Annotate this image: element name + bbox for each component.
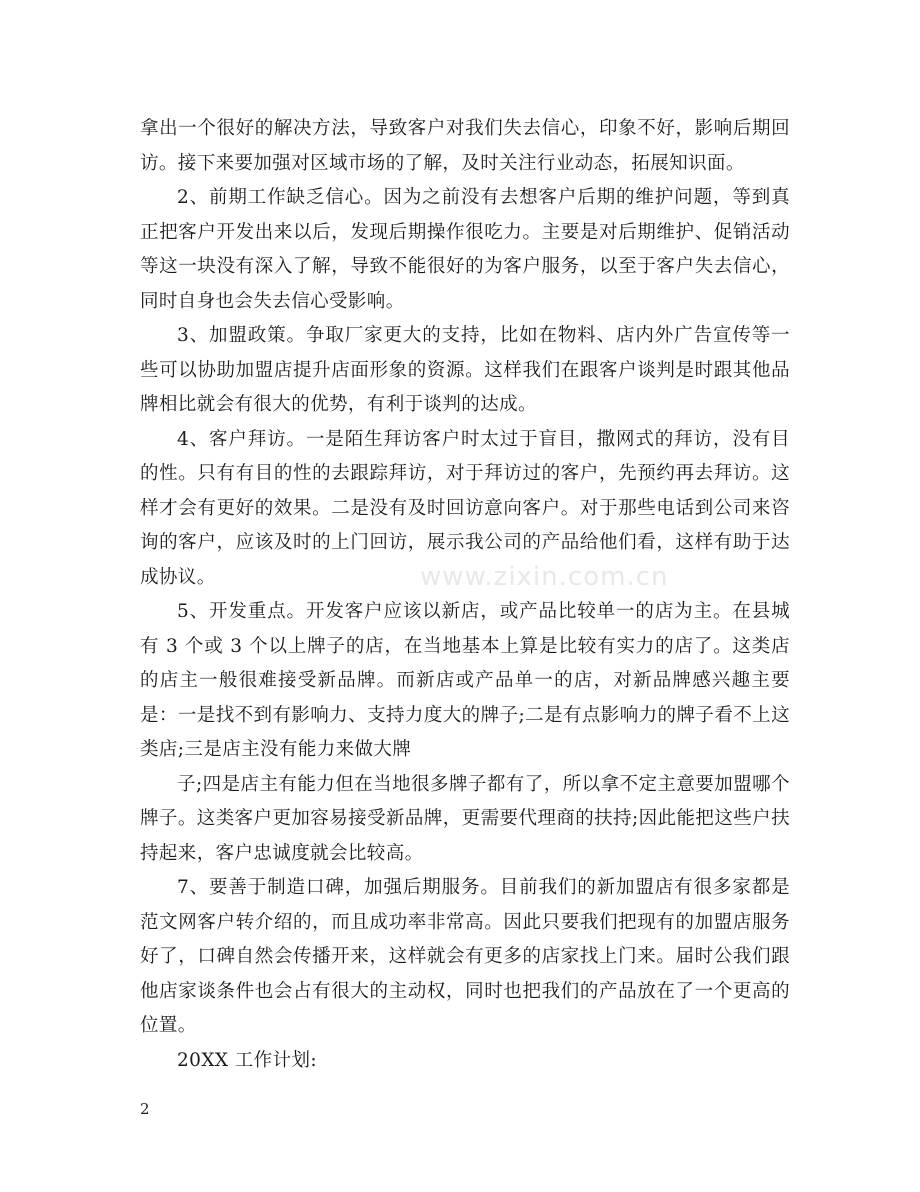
paragraph-item-2: 2、前期工作缺乏信心。因为之前没有去想客户后期的维护问题，等到真正把客户开发出来以后，发现后期操作很吃力。主要是对后期维护、促销活动等这一块没有深入了解，导致不能很好的为客户服务，以至于客户失去信心，同时自身也会失去信心受影响。 <box>140 187 790 312</box>
paragraph-work-plan-heading: 20XX 工作计划: <box>177 1049 317 1071</box>
watermark-text: www.zixin.com.cn <box>420 562 669 592</box>
page-number: 2 <box>140 1100 150 1118</box>
paragraph-item-3: 3、加盟政策。争取厂家更大的支持，比如在物料、店内外广告宣传等一些可以协助加盟店提升店面形象的资源。这样我们在跟客户谈判是时跟其他品牌相比就会有很大的优势，有利于谈判的达成。 <box>140 325 790 415</box>
paragraph-item-7: 7、要善于制造口碑，加强后期服务。目前我们的新加盟店有很多家都是范文网客户转介绍的，而且成功率非常高。因此只要我们把现有的加盟店服务好了，口碑自然会传播开来，这样就会有更多的店家找上门来。届时公我们跟他店家谈条件也会占有很大的主动权，同时也把我们的产品放在了一个更高的位置。 <box>140 877 790 1036</box>
paragraph-continuation: 拿出一个很好的解决方法，导致客户对我们失去信心，印象不好，影响后期回访。接下来要加强对区域市场的了解，及时关注行业动态，拓展知识面。 <box>140 118 790 174</box>
paragraph-item-5-continued: 子;四是店主有能力但在当地很多牌子都有了，所以拿不定主意要加盟哪个牌子。这类客户更加容易接受新品牌，更需要代理商的扶持;因此能把这些户扶持起来，客户忠诚度就会比较高。 <box>140 773 790 864</box>
paragraph-item-5: 5、开发重点。开发客户应该以新店，或产品比较单一的店为主。在县城有 3 个或 3 个以上牌子的店，在当地基本上算是比较有实力的店了。这类店的店主一般很难接受新品牌。而新店或产品单一的店，对新品牌感兴趣主要是：一是找不到有影响力、支持力度大的牌子;二是有点影响力的牌子看不上这类店;三是店主没有能力来做大牌 <box>140 601 790 760</box>
paragraph-item-4: 4、客户拜访。一是陌生拜访客户时太过于盲目，撒网式的拜访，没有目的性。只有有目的性的去跟踪拜访，对于拜访过的客户，先预约再去拜访。这样才会有更好的效果。二是没有及时回访意向客户。对于那些电话到公司来咨询的客户，应该及时的上门回访，展示我公司的产品给他们看，这样有助于达成协议。 <box>140 428 790 588</box>
document-body <box>140 112 790 1078</box>
